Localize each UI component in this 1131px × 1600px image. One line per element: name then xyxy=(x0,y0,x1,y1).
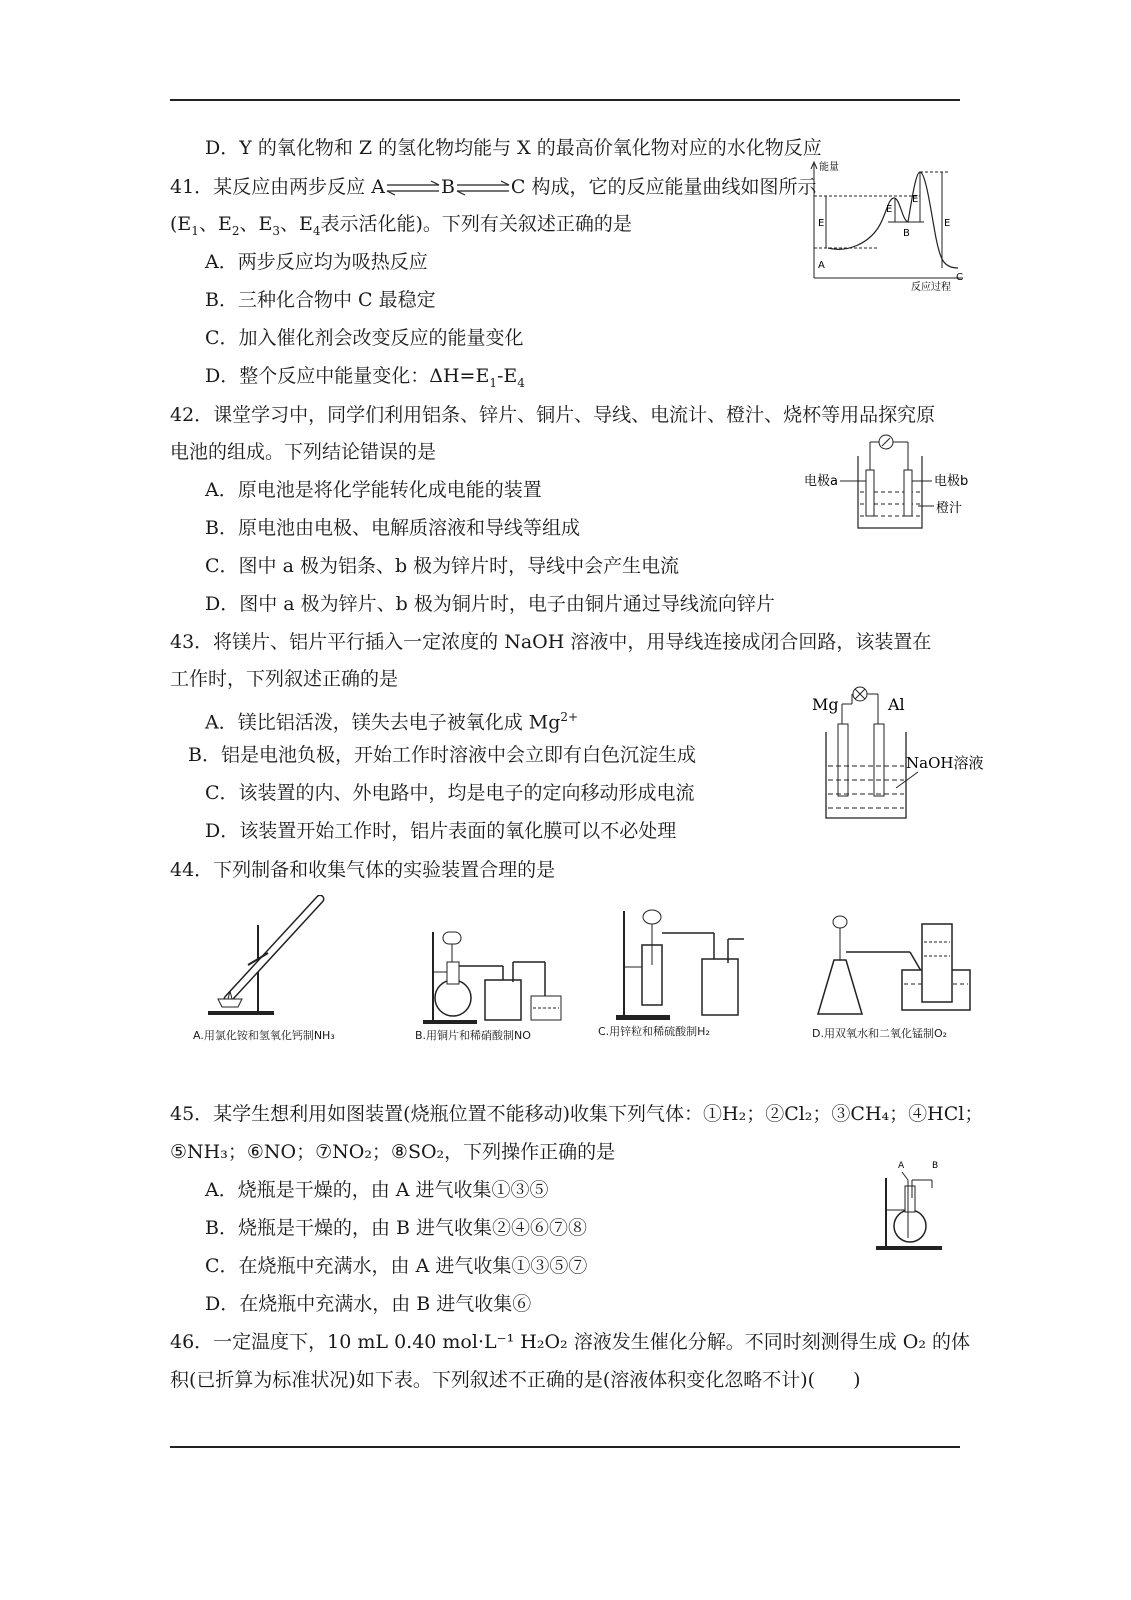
e4-label: E xyxy=(944,218,951,229)
apparatus-a xyxy=(188,895,388,1025)
q43-option-a: A．镁比铝活泼，镁失去电子被氧化成 $Mg^{2+}$ xyxy=(205,710,579,734)
y-axis-label: 能量 xyxy=(819,162,839,173)
q46-stem-line1: 46．一定温度下，10 mL 0.40 mol·L⁻¹ H₂O₂ 溶液发生催化分解。不同时刻测得生成 O₂ 的体 xyxy=(170,1331,970,1353)
inlet-a-label: A xyxy=(898,1161,905,1171)
q41-stem-line1: 41．某反应由两步反应 A B C 构成，它的反应能量曲线如图所示 xyxy=(170,176,817,198)
orange-juice-label: 橙汁 xyxy=(936,501,963,516)
q42-option-b: B．原电池由电极、电解质溶液和导线等组成 xyxy=(205,517,580,539)
q41-stem-line2: ($E_1$、$E_2$、$E_3$、$E_4$表示活化能)。下列有关叙述正确的是 xyxy=(170,213,632,238)
e1-label: E xyxy=(818,218,825,229)
energy-diagram xyxy=(808,158,970,294)
naoh-solution-label: NaOH溶液 xyxy=(906,754,984,772)
caption-c: C.用锌粒和稀硫酸制H₂ xyxy=(598,1025,710,1038)
mg-al-cell-figure xyxy=(808,680,998,825)
mg-label: Mg xyxy=(812,695,839,714)
q45-option-d: D．在烧瓶中充满水，由 B 进气收集⑥ xyxy=(205,1293,532,1315)
q45-option-a: A．烧瓶是干燥的，由 A 进气收集①③⑤ xyxy=(205,1179,549,1201)
q41-option-c: C．加入催化剂会改变反应的能量变化 xyxy=(205,327,524,349)
q45-option-c: C．在烧瓶中充满水，由 A 进气收集①③⑤⑦ xyxy=(205,1255,588,1277)
caption-b: B.用铜片和稀硝酸制NO xyxy=(415,1029,531,1042)
caption-a: A.用氯化铵和氢氧化钙制NH₃ xyxy=(193,1029,335,1042)
q43-option-c: C．该装置的内、外电路中，均是电子的定向移动形成电流 xyxy=(205,782,695,804)
q41-option-a: A．两步反应均为吸热反应 xyxy=(205,251,428,273)
apparatus-b xyxy=(415,912,575,1024)
inlet-b-label: B xyxy=(932,1161,939,1171)
q45-stem-line1: 45．某学生想利用如图装置(烧瓶位置不能移动)收集下列气体：①H₂；②Cl₂；③CH₄；④HCl； xyxy=(170,1103,984,1125)
bottom-rule xyxy=(170,1446,960,1448)
point-a-label: A xyxy=(818,260,825,271)
q42-stem-line2: 电池的组成。下列结论错误的是 xyxy=(170,441,437,463)
q43-stem-line2: 工作时，下列叙述正确的是 xyxy=(170,668,399,690)
q46-stem-line2: 积(已折算为标准状况)如下表。下列叙述不正确的是(溶液体积变化忽略不计)( ) xyxy=(170,1369,861,1391)
q41-option-d: D．整个反应中能量变化：$\Delta H=E_1-E_4$ xyxy=(205,365,525,390)
q42-stem-line1: 42．课堂学习中，同学们利用铝条、锌片、铜片、导线、电流计、橙汁、烧杯等用品探究原 xyxy=(170,404,936,426)
electrode-b-label: 电极b xyxy=(934,474,969,489)
gas-collection-flask xyxy=(868,1158,948,1254)
e2-label: E xyxy=(886,204,893,215)
q44-stem: 44．下列制备和收集气体的实验装置合理的是 xyxy=(170,859,556,881)
q45-stem-line2: ⑤NH₃；⑥NO；⑦NO₂；⑧SO₂，下列操作正确的是 xyxy=(170,1141,616,1163)
caption-d: D.用双氧水和二氧化锰制O₂ xyxy=(812,1027,948,1040)
galvanic-cell-figure xyxy=(804,420,976,535)
x-axis-label: 反应过程 xyxy=(911,282,951,293)
point-b-label: B xyxy=(903,228,910,239)
q42-option-c: C．图中 a 极为铝条、b 极为锌片时，导线中会产生电流 xyxy=(205,555,680,577)
electrode-a-label: 电极a xyxy=(804,474,838,489)
point-c-label: C xyxy=(956,272,963,283)
q43-option-b: B．铝是电池负极，开始工作时溶液中会立即有白色沉淀生成 xyxy=(188,744,696,766)
q41-option-b: B．三种化合物中 C 最稳定 xyxy=(205,289,436,311)
q45-option-b: B．烧瓶是干燥的，由 B 进气收集②④⑥⑦⑧ xyxy=(205,1217,588,1239)
q43-stem-line1: 43．将镁片、铝片平行插入一定浓度的 NaOH 溶液中，用导线连接成闭合回路，该装置在 xyxy=(170,631,932,653)
apparatus-c xyxy=(612,905,762,1023)
q42-option-a: A．原电池是将化学能转化成电能的装置 xyxy=(205,479,542,501)
apparatus-d xyxy=(810,912,980,1024)
q42-option-d: D．图中 a 极为锌片、b 极为铜片时，电子由铜片通过导线流向锌片 xyxy=(205,593,775,615)
e3-label: E xyxy=(912,194,919,205)
q40-option-d: D．Y 的氧化物和 Z 的氢化物均能与 X 的最高价氧化物对应的水化物反应 xyxy=(205,137,822,159)
top-rule xyxy=(170,99,960,101)
q43-option-d: D．该装置开始工作时，铝片表面的氧化膜可以不必处理 xyxy=(205,820,677,842)
al-label: Al xyxy=(888,695,905,714)
